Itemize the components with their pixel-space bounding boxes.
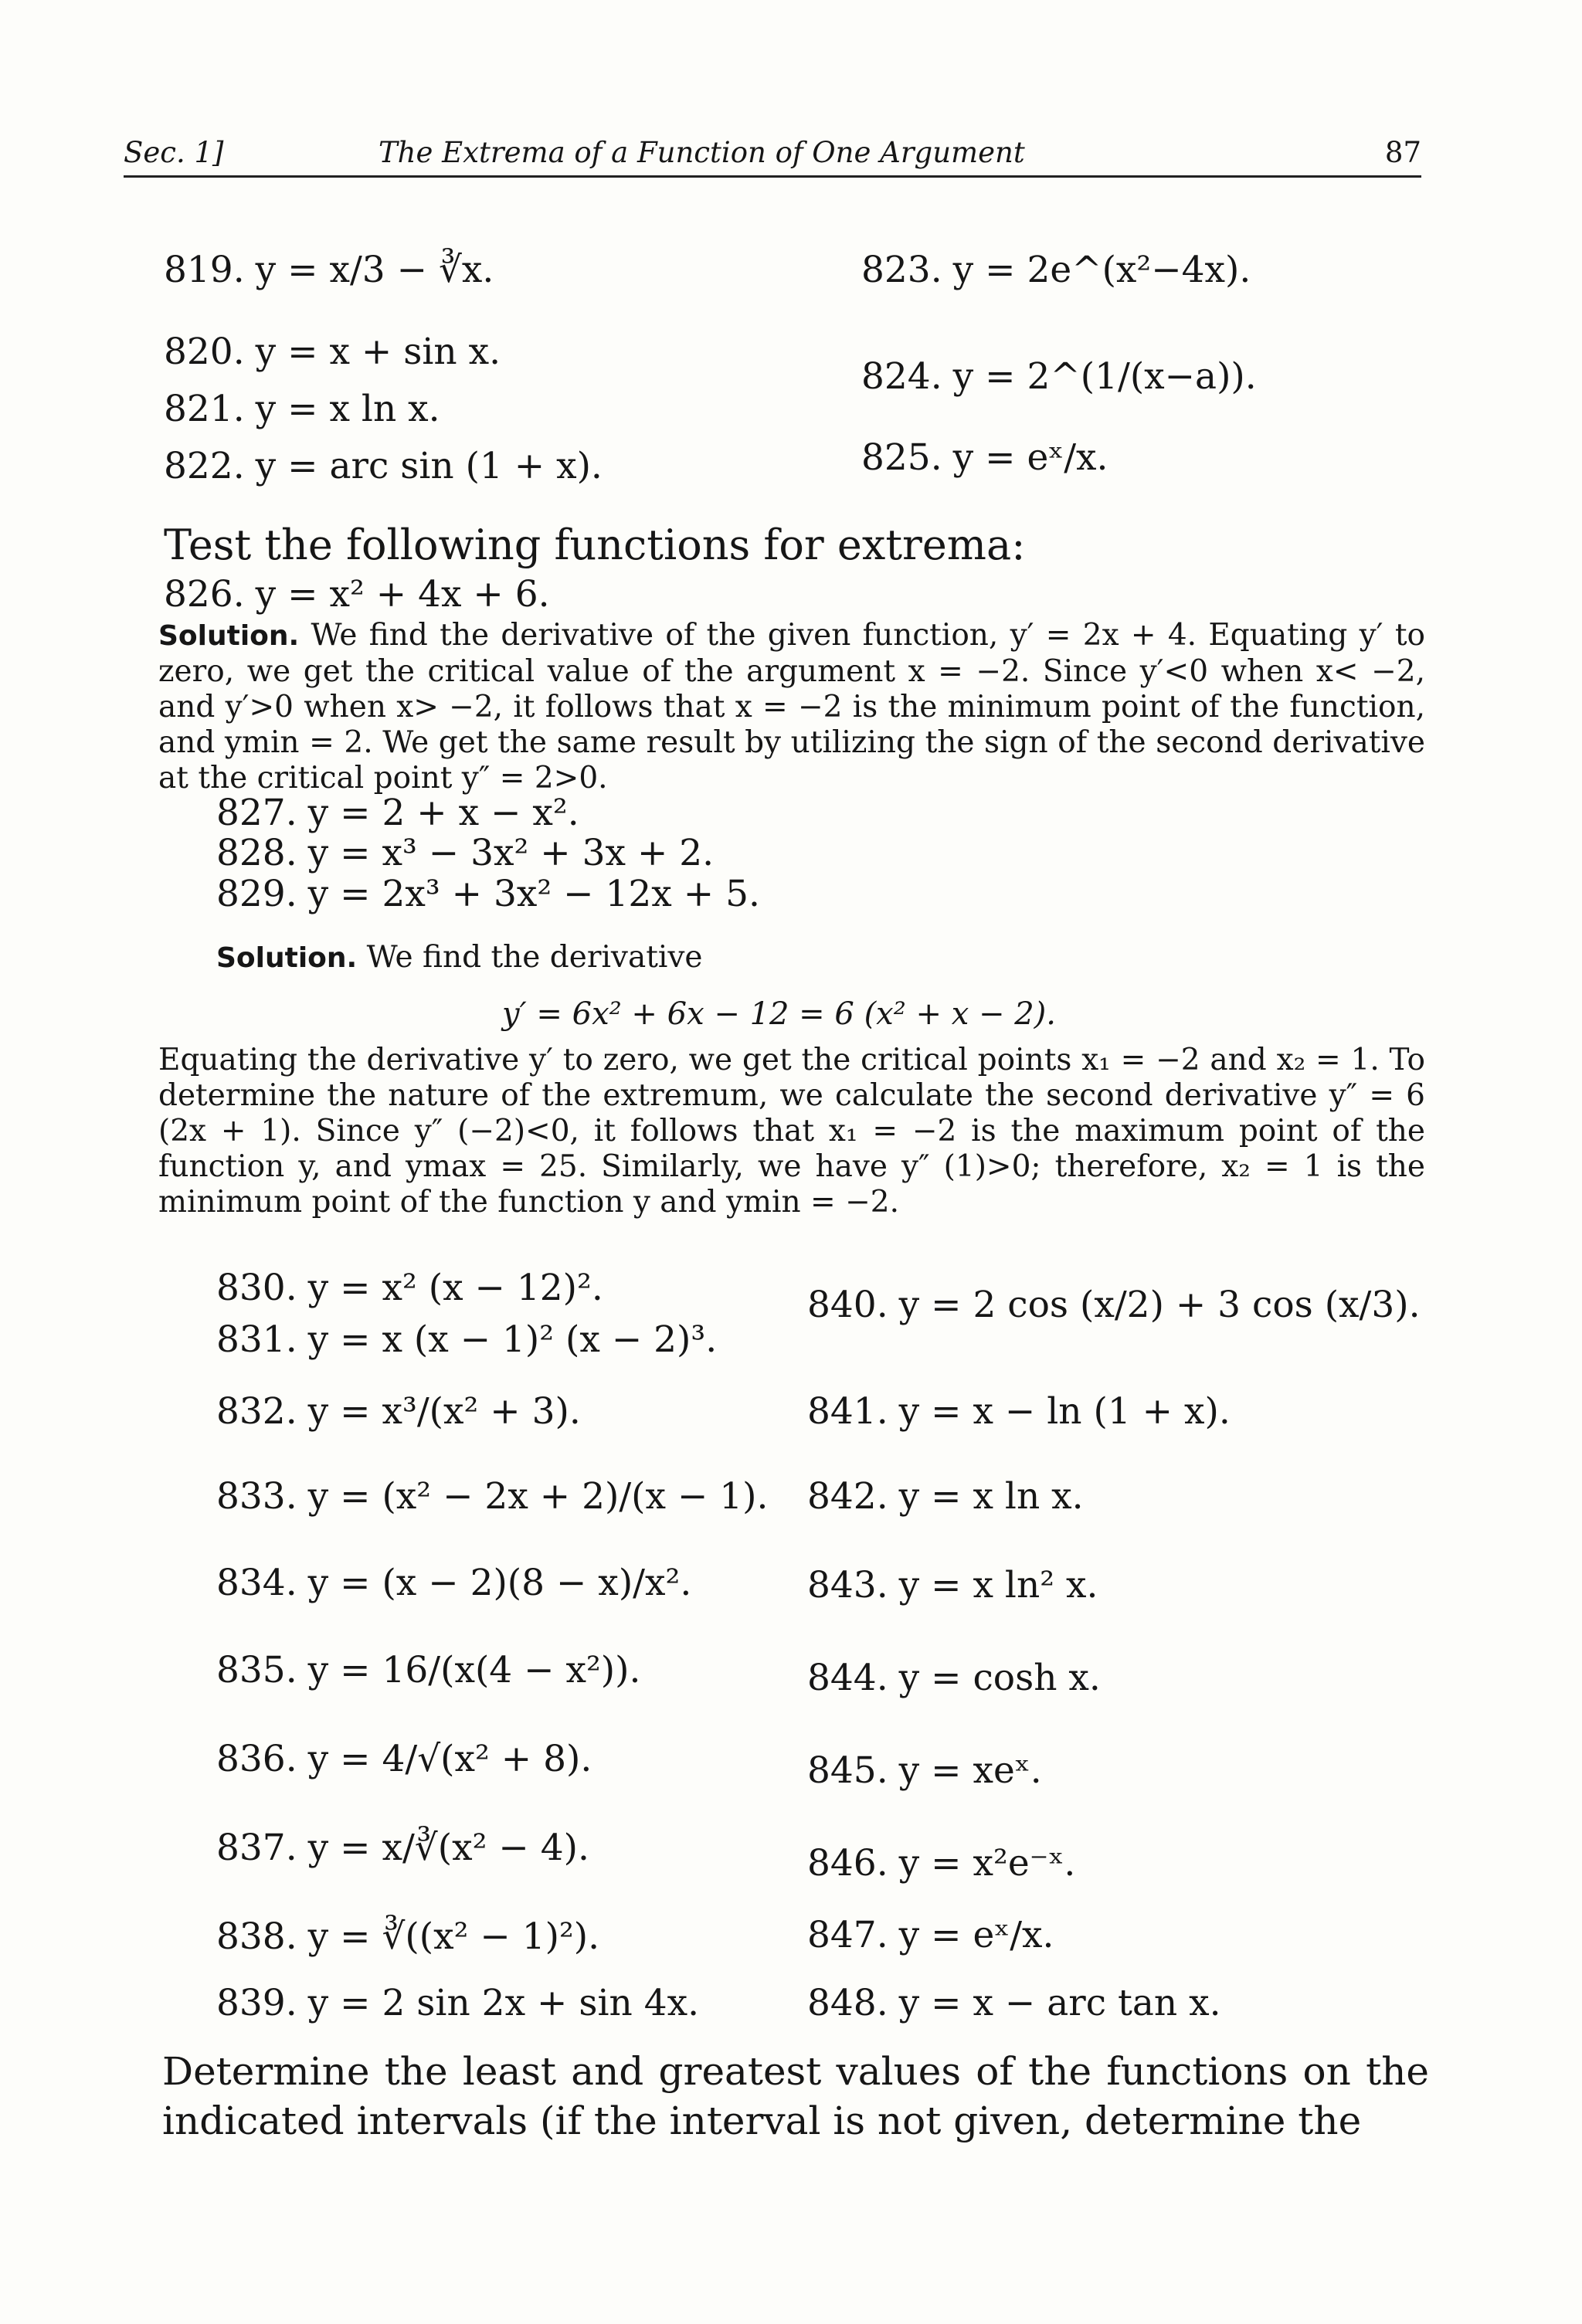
problem-846: 846. y = x²e⁻ˣ. xyxy=(807,1842,1076,1885)
problem-834: 834. y = (x − 2)(8 − x)/x². xyxy=(216,1562,692,1604)
problem-820: 820. y = x + sin x. xyxy=(164,331,501,373)
solution-intro-text: We find the derivative xyxy=(366,940,703,975)
solution-text: We find the derivative of the given function, y′ = 2x + 4. Equating y′ to zero, we get the critical value of the argument x = −2. Since y′<0 when x< −2, and y′>0 when x> −2, it follows that x = −2 is the minimum point of the function, and ymin = 2. We get the same result by utilizing the sign of the second derivative at the critical point y″ = 2>0. xyxy=(158,618,1425,796)
problem-832: 832. y = x³/(x² + 3). xyxy=(216,1390,581,1433)
problem-819: 819. y = x/3 − ∛x. xyxy=(164,249,494,291)
problem-830: 830. y = x² (x − 12)². xyxy=(216,1267,603,1309)
problem-835: 835. y = 16/(x(4 − x²)). xyxy=(216,1649,641,1691)
problem-848: 848. y = x − arc tan x. xyxy=(807,1982,1221,2024)
problem-839: 839. y = 2 sin 2x + sin 4x. xyxy=(216,1982,700,2024)
running-header xyxy=(124,130,1421,178)
problem-845: 845. y = xeˣ. xyxy=(807,1749,1042,1792)
problem-843: 843. y = x ln² x. xyxy=(807,1564,1098,1606)
problem-824: 824. y = 2^(1/(x−a)). xyxy=(861,355,1257,398)
problem-828: 828. y = x³ − 3x² + 3x + 2. xyxy=(216,832,715,874)
solution-829-intro xyxy=(216,940,1298,976)
chapter-title: The Extrema of a Function of One Argument xyxy=(379,136,1025,169)
solution-829-body: Equating the derivative y′ to zero, we get the critical points x₁ = −2 and x₂ = 1. To determine the nature of the extremum, we calculate the second derivative y″ = 6 (2x + 1). Since y″ (−2)<0, it follows that x₁ = −2 is the maximum point of the function y, and ymax = 25. Similarly, we have y″ (1)>0; therefore, x₂ = 1 is the minimum point of the function y and ymin = −2. xyxy=(158,1043,1425,1220)
problem-847: 847. y = eˣ/x. xyxy=(807,1914,1054,1956)
problem-821: 821. y = x ln x. xyxy=(164,388,440,430)
problem-842: 842. y = x ln x. xyxy=(807,1475,1084,1518)
solution-label: Solution. xyxy=(158,620,300,652)
problem-827: 827. y = 2 + x − x². xyxy=(216,792,579,834)
problem-829: 829. y = 2x³ + 3x² − 12x + 5. xyxy=(216,873,760,915)
section-label: Sec. 1] xyxy=(124,136,224,169)
problem-840: 840. y = 2 cos (x/2) + 3 cos (x/3). xyxy=(807,1284,1421,1326)
header-rule xyxy=(124,175,1421,178)
derivative-equation: y′ = 6x² + 6x − 12 = 6 (x² + x − 2). xyxy=(502,996,1056,1032)
problem-823: 823. y = 2e^(x²−4x). xyxy=(861,249,1251,291)
footer-paragraph: Determine the least and greatest values of the functions on the indicated intervals (if the interval is not given, determine the xyxy=(162,2049,1429,2143)
problem-838: 838. y = ∛((x² − 1)²). xyxy=(216,1915,600,1958)
problem-822: 822. y = arc sin (1 + x). xyxy=(164,445,603,487)
problem-844: 844. y = cosh x. xyxy=(807,1657,1101,1699)
problem-826: 826. y = x² + 4x + 6. xyxy=(164,573,550,616)
page-number: 87 xyxy=(1384,136,1421,169)
problem-837: 837. y = x/∛(x² − 4). xyxy=(216,1827,589,1869)
solution-826 xyxy=(158,618,1425,796)
problem-825: 825. y = eˣ/x. xyxy=(861,436,1108,479)
problem-836: 836. y = 4/√(x² + 8). xyxy=(216,1738,592,1780)
problem-833: 833. y = (x² − 2x + 2)/(x − 1). xyxy=(216,1475,769,1518)
solution-label: Solution. xyxy=(216,942,358,974)
problem-831: 831. y = x (x − 1)² (x − 2)³. xyxy=(216,1318,718,1361)
section-heading: Test the following functions for extrema: xyxy=(164,521,1026,569)
problem-841: 841. y = x − ln (1 + x). xyxy=(807,1390,1231,1433)
